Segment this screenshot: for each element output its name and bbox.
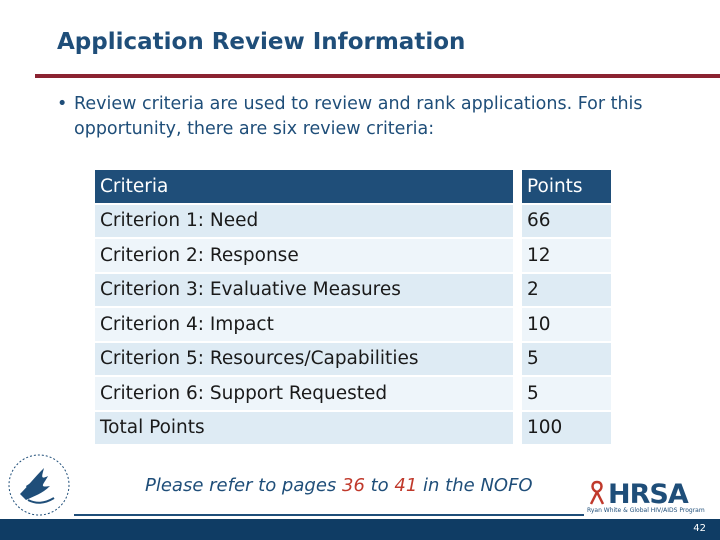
note-page-start: 36 — [342, 475, 365, 496]
criterion-name: Criterion 3: Evaluative Measures — [95, 274, 513, 307]
hrsa-logo-subtitle: Ryan White & Global HIV/AIDS Program — [587, 507, 705, 514]
note-text: in the NOFO — [417, 475, 533, 496]
bullet-text: Review criteria are used to review and rank applications. For this opportunity, there are six review criteria: — [74, 94, 643, 139]
criterion-points: 2 — [522, 274, 611, 307]
table-row — [95, 239, 611, 272]
criterion-points: 5 — [522, 377, 611, 410]
header-criteria: Criteria — [95, 170, 513, 203]
table-row — [95, 308, 611, 341]
criterion-points: 66 — [522, 205, 611, 238]
bullet-marker: • — [57, 94, 68, 114]
table-row-total — [95, 412, 611, 445]
title-divider — [35, 74, 720, 78]
footer-divider — [74, 514, 584, 516]
note-text: Please refer to pages — [145, 475, 342, 496]
footer-bar — [0, 519, 720, 540]
page-number: 42 — [693, 523, 706, 534]
table-row — [95, 377, 611, 410]
hhs-eagle-logo-icon — [4, 450, 74, 520]
hrsa-logo-text: HRSA — [608, 479, 688, 510]
table-header-row — [95, 170, 611, 203]
criterion-name: Criterion 1: Need — [95, 205, 513, 238]
total-label: Total Points — [95, 412, 513, 445]
note-text: to — [364, 475, 395, 496]
criterion-name: Criterion 6: Support Requested — [95, 377, 513, 410]
criteria-table — [95, 168, 611, 446]
criterion-name: Criterion 5: Resources/Capabilities — [95, 343, 513, 376]
nofo-reference-note — [145, 475, 533, 496]
table-row — [95, 274, 611, 307]
header-points: Points — [522, 170, 611, 203]
table-row — [95, 205, 611, 238]
criterion-points: 5 — [522, 343, 611, 376]
red-ribbon-icon — [587, 480, 607, 506]
criterion-points: 12 — [522, 239, 611, 272]
table-row — [95, 343, 611, 376]
note-page-end: 41 — [394, 475, 418, 496]
criterion-name: Criterion 4: Impact — [95, 308, 513, 341]
slide-title: Application Review Information — [57, 29, 466, 55]
criterion-name: Criterion 2: Response — [95, 239, 513, 272]
total-points: 100 — [522, 412, 611, 445]
criterion-points: 10 — [522, 308, 611, 341]
